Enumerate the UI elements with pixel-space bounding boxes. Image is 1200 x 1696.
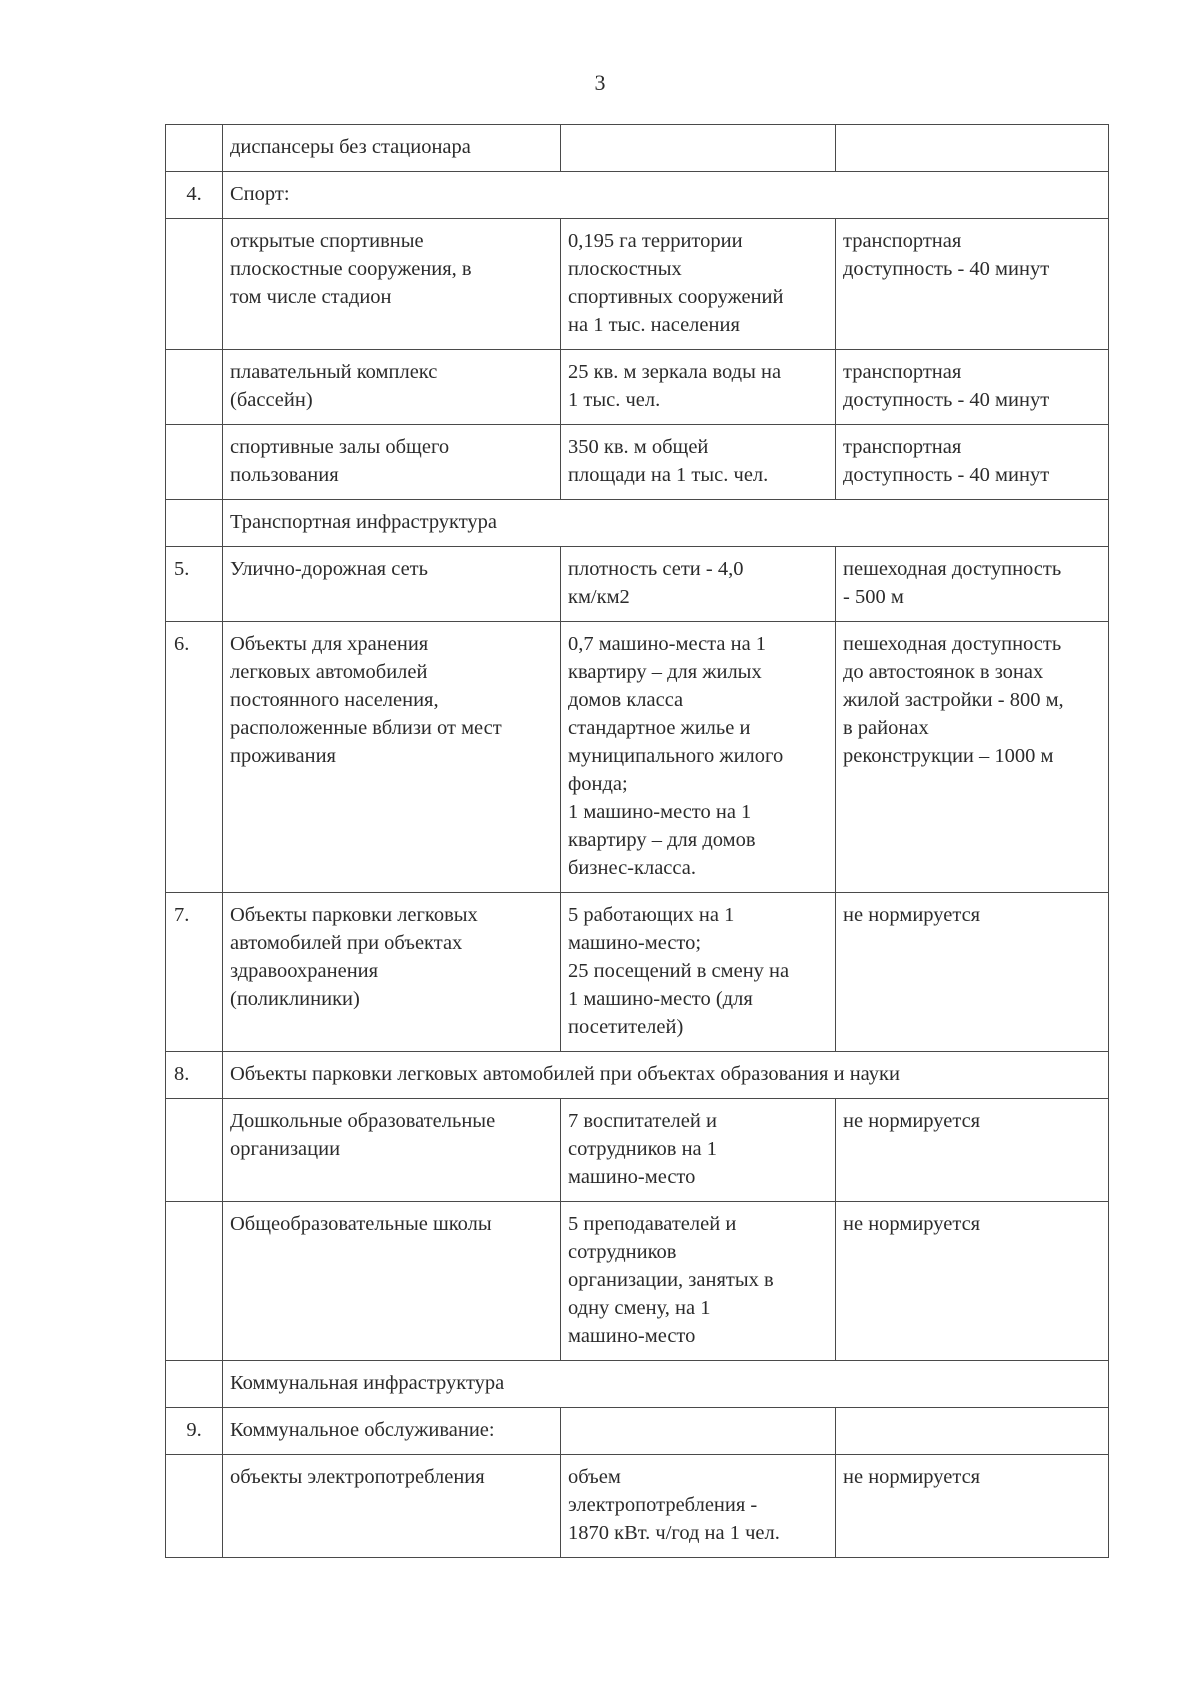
- norm-value: 7 воспитателей и сотрудников на 1 машино-место: [561, 1099, 836, 1202]
- table-row: [166, 1455, 1109, 1558]
- norm-value: плотность сети - 4,0 км/км2: [561, 547, 836, 622]
- object-name: открытые спортивные плоскостные сооружения, в том числе стадион: [223, 219, 561, 350]
- norm-value: 0,195 га территории плоскостных спортивных сооружений на 1 тыс. населения: [561, 219, 836, 350]
- section-title: Коммунальная инфраструктура: [223, 1361, 1109, 1408]
- object-name: Улично-дорожная сеть: [223, 547, 561, 622]
- object-name: Дошкольные образовательные организации: [223, 1099, 561, 1202]
- section-row: [166, 172, 1109, 219]
- norm-value: [561, 125, 836, 172]
- section-row: [166, 1361, 1109, 1408]
- accessibility-value: транспортная доступность - 40 минут: [836, 350, 1109, 425]
- row-number: [166, 425, 223, 500]
- row-number: 7.: [166, 893, 223, 1052]
- object-name: Объекты парковки легковых автомобилей при объектах здравоохранения (поликлиники): [223, 893, 561, 1052]
- section-row: [166, 1052, 1109, 1099]
- table-row: [166, 425, 1109, 500]
- row-number: [166, 1202, 223, 1361]
- section-title: Объекты парковки легковых автомобилей при объектах образования и науки: [223, 1052, 1109, 1099]
- norms-table: [165, 124, 1109, 1558]
- accessibility-value: не нормируется: [836, 1202, 1109, 1361]
- norm-value: 25 кв. м зеркала воды на 1 тыс. чел.: [561, 350, 836, 425]
- table-row: [166, 125, 1109, 172]
- norm-value: 0,7 машино-места на 1 квартиру – для жилых домов класса стандартное жилье и муниципального жилого фонда; 1 машино-место на 1 квартиру – для домов бизнес-класса.: [561, 622, 836, 893]
- accessibility-value: транспортная доступность - 40 минут: [836, 219, 1109, 350]
- accessibility-value: не нормируется: [836, 1099, 1109, 1202]
- row-number: [166, 1099, 223, 1202]
- table-row: [166, 893, 1109, 1052]
- norm-value: 350 кв. м общей площади на 1 тыс. чел.: [561, 425, 836, 500]
- norm-value: [561, 1408, 836, 1455]
- accessibility-value: не нормируется: [836, 1455, 1109, 1558]
- accessibility-value: пешеходная доступность - 500 м: [836, 547, 1109, 622]
- object-name: плавательный комплекс (бассейн): [223, 350, 561, 425]
- table-row: [166, 219, 1109, 350]
- accessibility-value: транспортная доступность - 40 минут: [836, 425, 1109, 500]
- norms-table-body: [166, 125, 1109, 1558]
- accessibility-value: пешеходная доступность до автостоянок в зонах жилой застройки - 800 м, в районах реконструкции – 1000 м: [836, 622, 1109, 893]
- table-row: [166, 350, 1109, 425]
- section-title: Спорт:: [223, 172, 1109, 219]
- row-number: 8.: [166, 1052, 223, 1099]
- table-row: [166, 1099, 1109, 1202]
- section-row: [166, 500, 1109, 547]
- norm-value: 5 преподавателей и сотрудников организации, занятых в одну смену, на 1 машино-место: [561, 1202, 836, 1361]
- object-name: Объекты для хранения легковых автомобилей постоянного населения, расположенные вблизи от мест проживания: [223, 622, 561, 893]
- object-name: спортивные залы общего пользования: [223, 425, 561, 500]
- section-title: Транспортная инфраструктура: [223, 500, 1109, 547]
- object-name: Коммунальное обслуживание:: [223, 1408, 561, 1455]
- row-number: 6.: [166, 622, 223, 893]
- row-number: 9.: [166, 1408, 223, 1455]
- table-row: [166, 622, 1109, 893]
- row-number: 5.: [166, 547, 223, 622]
- row-number: [166, 1455, 223, 1558]
- row-number: [166, 500, 223, 547]
- row-number: 4.: [166, 172, 223, 219]
- accessibility-value: не нормируется: [836, 893, 1109, 1052]
- row-number: [166, 219, 223, 350]
- table-row: [166, 1202, 1109, 1361]
- page-number: 3: [594, 70, 606, 95]
- table-row: [166, 547, 1109, 622]
- accessibility-value: [836, 1408, 1109, 1455]
- accessibility-value: [836, 125, 1109, 172]
- row-number: [166, 1361, 223, 1408]
- norm-value: 5 работающих на 1 машино-место; 25 посещений в смену на 1 машино-место (для посетителей): [561, 893, 836, 1052]
- norm-value: объем электропотребления - 1870 кВт. ч/год на 1 чел.: [561, 1455, 836, 1558]
- row-number: [166, 350, 223, 425]
- object-name: диспансеры без стационара: [223, 125, 561, 172]
- object-name: Общеобразовательные школы: [223, 1202, 561, 1361]
- row-number: [166, 125, 223, 172]
- table-row: [166, 1408, 1109, 1455]
- object-name: объекты электропотребления: [223, 1455, 561, 1558]
